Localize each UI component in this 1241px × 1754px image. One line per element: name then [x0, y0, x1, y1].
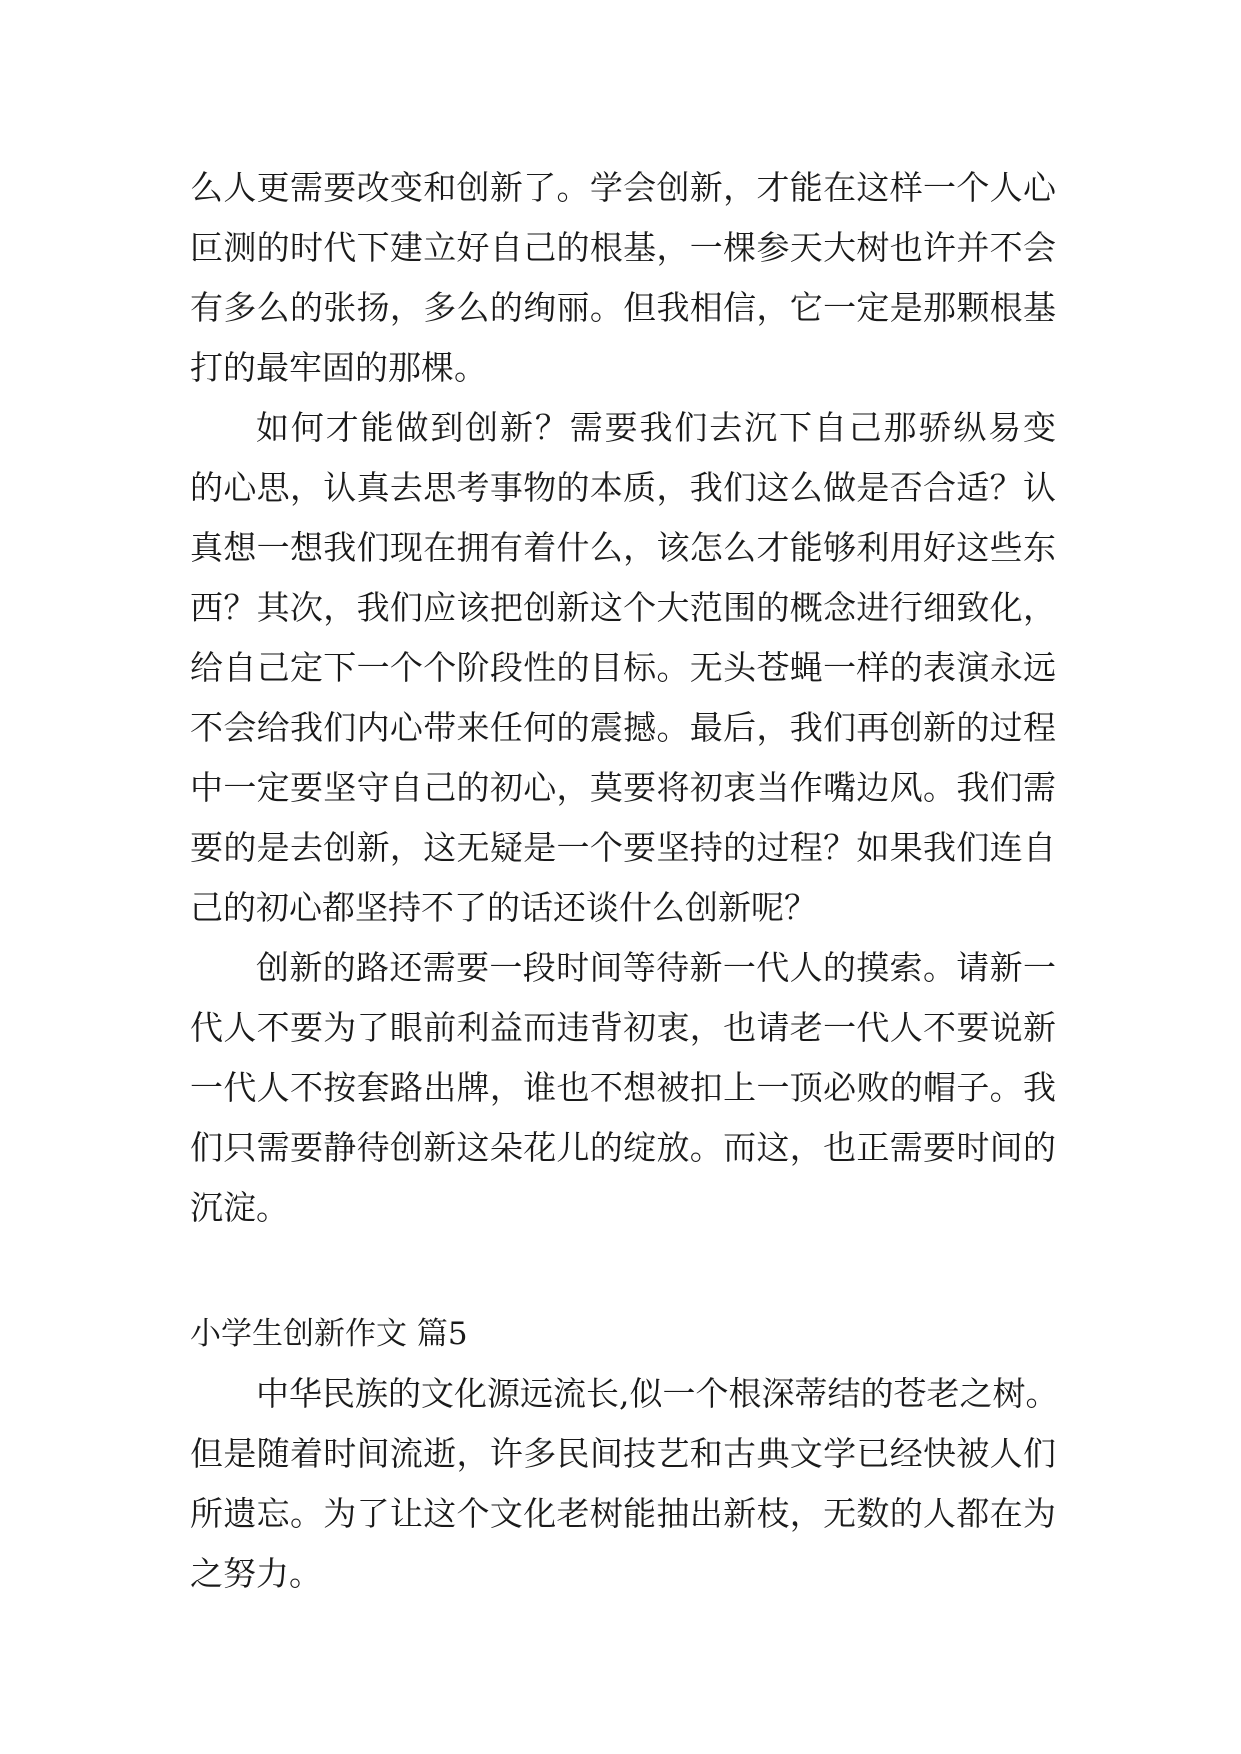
text-line: 中一定要坚守自己的初心，莫要将初衷当作嘴边风。我们需 — [190, 768, 1056, 807]
document-body — [190, 158, 1059, 1604]
text-line: 不会给我们内心带来任何的震撼。最后，我们再创新的过程 — [190, 708, 1056, 747]
text-line: 代人不要为了眼前利益而违背初衷，也请老一代人不要说新 — [190, 1008, 1056, 1047]
text-line: 但是随着时间流逝，许多民间技艺和古典文学已经快被人们 — [190, 1434, 1056, 1473]
text-line: 要的是去创新，这无疑是一个要坚持的过程？如果我们连自 — [190, 828, 1056, 867]
text-line: 打的最牢固的那棵。 — [190, 348, 487, 387]
text-line: 一代人不按套路出牌，谁也不想被扣上一顶必败的帽子。我 — [190, 1068, 1056, 1107]
section-heading: 小学生创新作文 篇5 — [190, 1316, 468, 1352]
text-line: 叵测的时代下建立好自己的根基，一棵参天大树也许并不会 — [190, 228, 1056, 267]
paragraph-2 — [190, 398, 1056, 938]
text-line: 之努力。 — [190, 1554, 322, 1593]
text-line: 给自己定下一个个阶段性的目标。无头苍蝇一样的表演永远 — [190, 648, 1056, 687]
text-line: 如何才能做到创新？需要我们去沉下自己那骄纵易变 — [256, 408, 1056, 447]
text-line: 西？其次，我们应该把创新这个大范围的概念进行细致化， — [190, 588, 1056, 627]
text-line: 所遗忘。为了让这个文化老树能抽出新枝，无数的人都在为 — [190, 1494, 1056, 1533]
text-line: 中华民族的文化源远流长,似一个根深蒂结的苍老之树。 — [256, 1374, 1059, 1413]
paragraph-1 — [190, 158, 1056, 398]
text-line: 有多么的张扬，多么的绚丽。但我相信，它一定是那颗根基 — [190, 288, 1056, 327]
paragraph-3 — [190, 938, 1056, 1238]
section-gap — [190, 1238, 1056, 1304]
text-line: 们只需要静待创新这朵花儿的绽放。而这，也正需要时间的 — [190, 1128, 1056, 1167]
text-line: 创新的路还需要一段时间等待新一代人的摸索。请新一 — [256, 948, 1056, 987]
text-line: 真想一想我们现在拥有着什么，该怎么才能够利用好这些东 — [190, 528, 1056, 567]
paragraph-4 — [190, 1364, 1059, 1604]
text-line: 的心思，认真去思考事物的本质，我们这么做是否合适？认 — [190, 468, 1056, 507]
text-line: 么人更需要改变和创新了。学会创新，才能在这样一个人心 — [190, 168, 1056, 207]
text-line: 己的初心都坚持不了的话还谈什么创新呢？ — [190, 888, 817, 927]
text-line: 沉淀。 — [190, 1188, 289, 1227]
